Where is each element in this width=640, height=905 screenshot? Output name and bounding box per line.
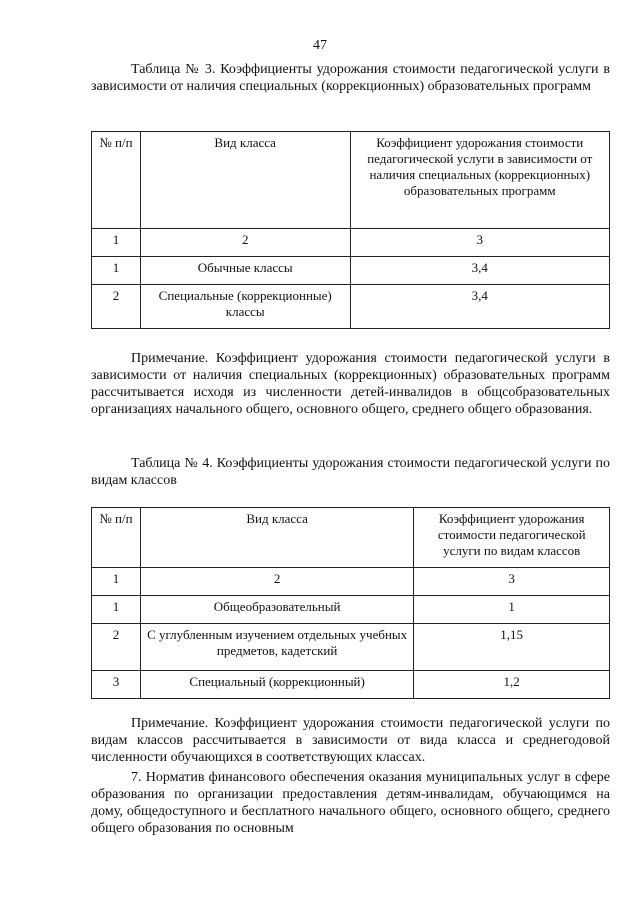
table-row xyxy=(92,596,610,624)
table-cell: Специальные (коррекционные) классы xyxy=(140,285,350,329)
table3-header-coef: Коэффициент удорожания стоимости педагогической услуги в зависимости от наличия специальных (коррекционных) образовательных программ xyxy=(350,132,609,229)
table-cell: 1 xyxy=(92,596,141,624)
table-cell: 1 xyxy=(92,257,141,285)
table-cell: Обычные классы xyxy=(140,257,350,285)
table-row xyxy=(92,285,610,329)
table-cell: 3,4 xyxy=(350,257,609,285)
table3-header-row xyxy=(92,132,610,229)
table-cell: Специальный (коррекционный) xyxy=(140,671,413,699)
table-cell: Общеобразовательный xyxy=(140,596,413,624)
table-cell: 2 xyxy=(92,285,141,329)
table3-header-num: № п/п xyxy=(92,132,141,229)
table-row xyxy=(92,257,610,285)
table-row xyxy=(92,624,610,671)
table3-header-kind: Вид класса xyxy=(140,132,350,229)
table-cell: 3 xyxy=(92,671,141,699)
table4-caption: Таблица № 4. Коэффициенты удорожания стоимости педагогической услуги по видам классов xyxy=(91,456,610,488)
table3 xyxy=(91,131,610,329)
table4-header-num: № п/п xyxy=(92,508,141,568)
page-number: 47 xyxy=(313,38,327,53)
table-row xyxy=(92,568,610,596)
paragraph-7: 7. Норматив финансового обеспечения оказания муниципальных услуг в сфере образования по организации предоставления детям-инвалидам, обучающимся на дому, общедоступного и бесплатного начального общего, основного общего, среднего общего образования по основным xyxy=(91,770,610,836)
table-row xyxy=(92,229,610,257)
table-cell: 2 xyxy=(140,568,413,596)
table-cell: 3,4 xyxy=(350,285,609,329)
table3-note: Примечание. Коэффициент удорожания стоимости педагогической услуги в зависимости от наличия специальных (коррекционных) образовательных программ рассчитывается исходя из численности детей-инвалидов в общсобразовательных организациях начального общего, основного общего, среднего общего образования. xyxy=(91,351,610,417)
table4 xyxy=(91,507,610,699)
table4-header-coef: Коэффициент удорожания стоимости педагогической услуги по видам классов xyxy=(414,508,610,568)
table-cell: 3 xyxy=(350,229,609,257)
table-cell: 1,15 xyxy=(414,624,610,671)
table4-header-kind: Вид класса xyxy=(140,508,413,568)
table-cell: С углубленным изучением отдельных учебных предметов, кадетский xyxy=(140,624,413,671)
table-cell: 1,2 xyxy=(414,671,610,699)
table-cell: 1 xyxy=(414,596,610,624)
table-row xyxy=(92,671,610,699)
table-cell: 3 xyxy=(414,568,610,596)
table-cell: 1 xyxy=(92,229,141,257)
table-cell: 2 xyxy=(140,229,350,257)
table-cell: 1 xyxy=(92,568,141,596)
table-cell: 2 xyxy=(92,624,141,671)
table4-header-row xyxy=(92,508,610,568)
table4-note: Примечание. Коэффициент удорожания стоимости педагогической услуги по видам классов рассчитывается в зависимости от вида класса и среднегодовой численности обучающихся в соответствующих классах. xyxy=(91,716,610,765)
table3-caption: Таблица № 3. Коэффициенты удорожания стоимости педагогической услуги в зависимости от наличия специальных (коррекционных) образовательных программ xyxy=(91,62,610,94)
